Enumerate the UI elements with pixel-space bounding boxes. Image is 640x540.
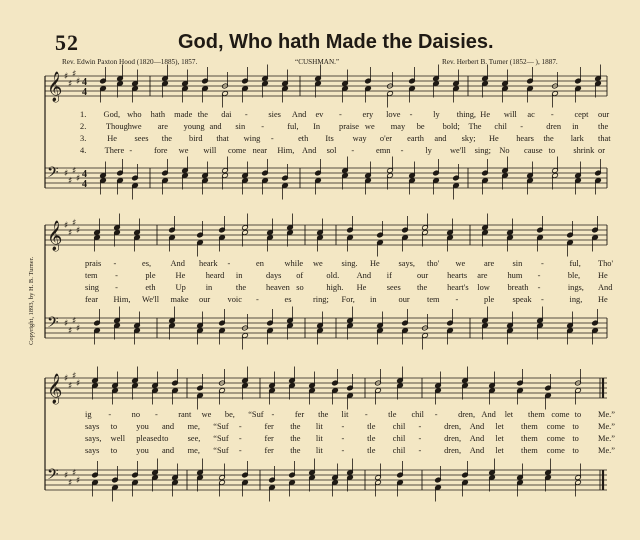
lyric-syllable: - — [537, 271, 541, 280]
sharp-sign: ♯ — [64, 471, 69, 481]
lyric-syllable: 1. — [80, 110, 87, 119]
lyric-syllable: heard — [205, 271, 225, 280]
lyric-syllable: - — [227, 259, 231, 268]
sharp-sign: ♯ — [76, 379, 81, 389]
lyric-syllable: the — [290, 434, 301, 443]
lyric-syllable: says — [85, 422, 100, 431]
lyric-syllable: Tho' — [598, 259, 613, 268]
lyric-syllable: - — [341, 446, 345, 455]
lyric-syllable: chil — [392, 422, 406, 431]
lyric-syllable: to — [110, 446, 118, 455]
lyric-syllable: says, — [398, 259, 416, 268]
lyric-syllable: no — [131, 410, 140, 419]
lyric-syllable: you — [136, 422, 149, 431]
lyric-syllable: me, — [187, 446, 200, 455]
lyric-syllable: the — [416, 283, 428, 292]
lyric-syllable: we — [178, 146, 189, 155]
sharp-sign: ♯ — [72, 166, 77, 177]
lyric-syllable: let — [504, 410, 514, 419]
lyric-syllable: And — [469, 434, 485, 443]
lyric-syllable: eth — [145, 283, 156, 292]
lyric-syllable: so — [296, 283, 304, 292]
treble-clef-icon: 𝄞 — [47, 374, 63, 404]
lyric-line — [0, 422, 640, 434]
lyric-syllable: He — [356, 283, 367, 292]
lyric-syllable: - — [108, 410, 112, 419]
lyric-syllable: - — [418, 422, 422, 431]
lyric-syllable: heaven — [266, 283, 290, 292]
lyric-syllable: made — [174, 110, 193, 119]
lyric-syllable: fore — [154, 146, 168, 155]
lyric-syllable: them — [521, 446, 538, 455]
lyric-syllable: to — [572, 422, 579, 431]
lyric-syllable: sing; — [474, 146, 491, 155]
lyric-syllable: and — [161, 446, 175, 455]
lyric-syllable: in — [572, 122, 579, 131]
lyric-syllable: lit — [315, 446, 323, 455]
lyric-line — [0, 134, 640, 146]
lyric-syllable: Him, — [277, 146, 295, 155]
lyric-syllable: - — [261, 122, 265, 131]
lyric-syllable: to — [574, 410, 582, 419]
lyric-syllable: are — [477, 271, 488, 280]
lyric-syllable: says, — [85, 434, 102, 443]
lyric-syllable: we — [455, 259, 466, 268]
sharp-sign: ♯ — [64, 169, 69, 179]
lyric-syllable: Me.” — [598, 434, 615, 443]
lyric-syllable: ac — [527, 110, 535, 119]
lyric-syllable: - — [341, 422, 345, 431]
lyric-syllable: fer — [264, 446, 274, 455]
lyric-syllable: who — [127, 110, 142, 119]
lyric-syllable: And — [291, 110, 307, 119]
lyric-syllable: heark — [199, 259, 218, 268]
time-signature-bottom: 4 — [82, 87, 87, 98]
lyric-syllable: - — [115, 283, 118, 292]
lyric-syllable: come — [551, 410, 570, 419]
bass-clef-icon: 𝄢 — [47, 164, 59, 185]
lyric-syllable: - — [256, 295, 259, 304]
lyric-syllable: There — [104, 146, 125, 155]
lyric-syllable: if — [386, 271, 392, 280]
lyric-syllable: He — [370, 259, 380, 268]
lyric-syllable: come — [546, 422, 565, 431]
lyric-syllable: tle — [367, 422, 376, 431]
lyric-syllable: - — [434, 410, 438, 419]
lyric-syllable: fer — [294, 410, 305, 419]
lyric-syllable: - — [400, 146, 404, 155]
sharp-sign: ♯ — [68, 79, 73, 90]
lyric-syllable: sies — [268, 110, 281, 119]
lyric-syllable: voic — [227, 295, 242, 304]
lyric-syllable: sing. — [341, 259, 358, 268]
lyric-syllable: ple — [484, 295, 495, 304]
lyric-syllable: sin — [512, 259, 523, 268]
lyric-syllable: ful, — [287, 122, 299, 131]
hymn-number: 52 — [55, 30, 79, 55]
lyric-syllable: And — [481, 410, 496, 419]
lyric-line — [0, 446, 640, 458]
lyric-syllable: be, — [224, 410, 235, 419]
lyric-syllable: He — [175, 271, 186, 280]
lyric-syllable: pleased — [136, 434, 162, 443]
lyric-syllable: you — [136, 446, 149, 455]
lyric-syllable: and — [434, 134, 447, 143]
lyric-syllable: to — [572, 446, 579, 455]
lyric-syllable: days — [266, 271, 282, 280]
lyric-line — [0, 259, 640, 271]
lyric-syllable: emn — [376, 146, 391, 155]
lyric-syllable: the — [235, 283, 247, 292]
lyric-syllable: hum — [507, 271, 523, 280]
lyric-syllable: - — [418, 434, 422, 443]
lyric-syllable: them — [521, 422, 538, 431]
lyric-syllable: our — [199, 295, 211, 304]
treble-clef-icon: 𝄞 — [47, 221, 63, 251]
lyric-syllable: we — [313, 259, 323, 268]
lyric-syllable: 2. — [80, 122, 87, 131]
sharp-sign: ♯ — [68, 381, 73, 392]
lyric-syllable: dren, — [458, 410, 476, 419]
lyric-syllable: our — [416, 271, 429, 280]
lyric-syllable: tle — [388, 410, 397, 419]
lyric-syllable: earth — [407, 134, 424, 143]
lyric-syllable: He — [598, 295, 608, 304]
lyric-syllable: fer — [264, 434, 274, 443]
lyric-syllable: our — [598, 110, 610, 119]
lyric-syllable: - — [339, 110, 342, 119]
bass-clef-icon: 𝄢 — [47, 314, 59, 335]
lyric-syllable: tle — [367, 446, 376, 455]
lyric-syllable: of — [296, 271, 304, 280]
composer-credit: Rev. Herbert B. Turner (1852— ), 1887. — [442, 58, 558, 66]
lyric-syllable: Its — [325, 134, 334, 143]
treble-clef-icon: 𝄞 — [47, 72, 63, 102]
lyric-syllable: - — [351, 146, 355, 155]
lyric-syllable: Him, — [113, 295, 131, 304]
lyric-syllable: “Suf — [213, 434, 229, 443]
lyric-syllable: me, — [187, 422, 200, 431]
sharp-sign: ♯ — [72, 371, 77, 382]
lyric-syllable: the — [318, 410, 329, 419]
lyric-syllable: says — [85, 446, 100, 455]
lyric-syllable: For, — [341, 295, 355, 304]
lyric-syllable: He — [598, 271, 608, 280]
lyric-syllable: es, — [142, 259, 152, 268]
lyric-syllable: ple — [145, 271, 156, 280]
lyric-syllable: while — [284, 259, 304, 268]
lyric-line — [0, 146, 640, 158]
time-signature-bottom: 4 — [82, 179, 87, 190]
lyric-syllable: to — [548, 146, 556, 155]
lyric-syllable: prais — [85, 259, 102, 268]
lyric-syllable: bold; — [442, 122, 460, 131]
time-signature-top: 4 — [82, 169, 87, 180]
lyric-syllable: ev — [315, 110, 324, 119]
lyric-syllable: - — [154, 410, 158, 419]
sharp-sign: ♯ — [64, 221, 69, 231]
lyric-syllable: love — [386, 110, 401, 119]
lyric-syllable: our — [398, 295, 410, 304]
lyric-syllable: lit — [315, 434, 323, 443]
lyric-syllable: - — [238, 422, 242, 431]
lyric-line — [0, 271, 640, 283]
lyric-syllable: - — [129, 146, 133, 155]
lyric-syllable: may — [390, 122, 406, 131]
lyric-syllable: And — [356, 271, 372, 280]
lyric-syllable: hears — [516, 134, 534, 143]
lyric-line — [0, 410, 640, 422]
tune-name: “CUSHMAN.” — [295, 58, 340, 66]
lyric-syllable: dren — [546, 122, 562, 131]
lyric-syllable: “Suf — [213, 422, 229, 431]
lyric-syllable: come — [546, 434, 565, 443]
lyric-syllable: way — [352, 134, 367, 143]
lyric-syllable: let — [495, 446, 504, 455]
bass-clef-icon: 𝄢 — [47, 466, 59, 487]
sharp-sign: ♯ — [72, 69, 77, 80]
lyric-syllable: cause — [524, 146, 543, 155]
sharp-sign: ♯ — [64, 319, 69, 329]
lyric-syllable: tem — [427, 295, 440, 304]
lyric-syllable: well — [110, 434, 126, 443]
lyric-syllable: In — [313, 122, 321, 131]
sharp-sign: ♯ — [72, 316, 77, 327]
lyric-syllable: God, — [103, 110, 121, 119]
lyric-syllable: come — [228, 146, 247, 155]
lyric-syllable: and — [209, 122, 222, 131]
lyric-syllable: rant — [178, 410, 192, 419]
lyric-syllable: en — [256, 259, 264, 268]
lyric-line — [0, 110, 640, 122]
sharp-sign: ♯ — [72, 218, 77, 229]
lyric-line — [0, 122, 640, 134]
lyric-syllable: ly — [425, 146, 432, 155]
lyric-syllable: - — [455, 295, 459, 304]
lyric-syllable: see, — [187, 434, 201, 443]
sharp-sign: ♯ — [68, 478, 73, 489]
lyric-syllable: Though — [105, 122, 132, 131]
lyric-syllable: speak — [512, 295, 532, 304]
lyric-syllable: thing, — [456, 110, 477, 119]
lyric-syllable: dai — [221, 110, 232, 119]
lyric-syllable: to — [161, 434, 169, 443]
lyric-syllable: we — [201, 410, 212, 419]
lyric-syllable: to — [110, 422, 118, 431]
lyric-syllable: old. — [326, 271, 340, 280]
lyric-syllable: ery — [362, 110, 374, 119]
lyric-syllable: tho' — [427, 259, 440, 268]
lyric-syllable: ing, — [569, 295, 583, 304]
lyric-syllable: ring; — [313, 295, 329, 304]
lyric-syllable: sin — [235, 122, 246, 131]
lyric-syllable: And — [170, 259, 185, 268]
lyric-syllable: fear — [85, 295, 99, 304]
lyric-syllable: tle — [367, 434, 376, 443]
lyric-syllable: we — [364, 122, 375, 131]
lyric-syllable: lit — [341, 410, 349, 419]
lyric-syllable: Me.” — [598, 410, 615, 419]
sharp-sign: ♯ — [76, 226, 81, 236]
sharp-sign: ♯ — [64, 374, 69, 384]
sharp-sign: ♯ — [76, 174, 81, 184]
lyric-syllable: the — [161, 134, 173, 143]
lyric-line — [0, 434, 640, 446]
lyric-syllable: in — [370, 295, 377, 304]
lyric-syllable: No — [499, 146, 510, 155]
lyric-syllable: The — [468, 122, 482, 131]
lyric-syllable: sees — [134, 134, 149, 143]
sharp-sign: ♯ — [76, 324, 81, 334]
lyric-syllable: “Suf — [248, 410, 264, 419]
lyric-syllable: hath — [150, 110, 166, 119]
lyric-syllable: bird — [189, 134, 203, 143]
lyric-syllable: breath — [507, 283, 529, 292]
sharp-sign: ♯ — [76, 476, 81, 486]
lyric-line — [0, 295, 640, 307]
lyric-syllable: - — [409, 110, 413, 119]
lyric-syllable: ble, — [567, 271, 581, 280]
lyric-syllable: He — [480, 110, 491, 119]
lyric-syllable: tem — [85, 271, 98, 280]
lyric-syllable: chil — [411, 410, 425, 419]
lyric-syllable: come — [546, 446, 565, 455]
lyric-syllable: or — [598, 146, 605, 155]
lyric-syllable: 3. — [80, 134, 87, 143]
lyric-syllable: we'll — [450, 146, 466, 155]
lyric-syllable: high. — [326, 283, 344, 292]
lyric-syllable: ly — [433, 110, 440, 119]
lyric-syllable: - — [520, 122, 524, 131]
lyric-syllable: - — [550, 110, 554, 119]
lyric-syllable: chil — [494, 122, 507, 131]
sharp-sign: ♯ — [72, 468, 77, 479]
lyric-syllable: dren, — [444, 446, 462, 455]
lyric-syllable: we — [131, 122, 142, 131]
lyric-syllable: chil — [392, 434, 406, 443]
lyric-syllable: praise — [339, 122, 359, 131]
lyric-syllable: - — [541, 259, 544, 268]
sharp-sign: ♯ — [68, 176, 73, 187]
author-credit: Rev. Edwin Paxton Hood (1820—1885), 1857. — [62, 58, 198, 66]
lyric-syllable: He — [107, 134, 118, 143]
lyric-syllable: ig — [85, 410, 92, 419]
lyric-syllable: - — [418, 446, 422, 455]
sharp-sign: ♯ — [76, 77, 81, 87]
sharp-sign: ♯ — [68, 228, 73, 239]
sharp-sign: ♯ — [64, 72, 69, 82]
lyric-syllable: ful, — [569, 259, 581, 268]
lyric-syllable: - — [115, 271, 118, 280]
lyric-syllable: - — [541, 295, 544, 304]
lyric-syllable: Up — [175, 283, 186, 292]
lyric-syllable: let — [495, 434, 504, 443]
lyric-syllable: 4. — [80, 146, 87, 155]
lyric-syllable: the — [290, 422, 301, 431]
lyric-syllable: - — [113, 259, 117, 268]
lyric-syllable: eth — [298, 134, 309, 143]
lyric-syllable: dren, — [444, 422, 462, 431]
lyric-syllable: that — [216, 134, 229, 143]
lyric-syllable: - — [238, 446, 242, 455]
lyric-syllable: And — [598, 283, 613, 292]
lyric-syllable: that — [598, 134, 611, 143]
lyric-syllable: - — [341, 434, 345, 443]
lyric-syllable: o'er — [379, 134, 393, 143]
lyric-syllable: dren, — [444, 434, 462, 443]
lyric-syllable: shrink — [573, 146, 595, 155]
lyric-syllable: them — [528, 410, 545, 419]
lyric-syllable: the — [197, 110, 208, 119]
lyric-syllable: sky; — [461, 134, 476, 143]
lyric-syllable: are — [484, 259, 495, 268]
lyric-syllable: the — [290, 446, 301, 455]
lyric-syllable: the — [543, 134, 554, 143]
time-signature-top: 4 — [82, 77, 87, 88]
lyric-syllable: sees — [386, 283, 401, 292]
lyric-syllable: ings, — [567, 283, 584, 292]
lyric-syllable: And — [469, 446, 485, 455]
lyric-syllable: make — [170, 295, 189, 304]
lyric-syllable: heart's — [447, 283, 469, 292]
lyric-syllable: Me.” — [598, 446, 615, 455]
lyric-syllable: low — [477, 283, 490, 292]
lyric-syllable: hearts — [447, 271, 468, 280]
lyric-syllable: - — [271, 410, 275, 419]
lyric-syllable: be — [416, 122, 425, 131]
lyric-syllable: sing — [85, 283, 99, 292]
lyric-syllable: in — [205, 283, 213, 292]
lyric-syllable: - — [537, 283, 541, 292]
hymn-title: God, Who hath Made the Daisies. — [178, 31, 494, 53]
lyric-syllable: let — [495, 422, 504, 431]
lyric-syllable: es — [284, 295, 292, 304]
lyric-syllable: lark — [570, 134, 584, 143]
lyric-syllable: fer — [264, 422, 274, 431]
lyric-syllable: sol — [326, 146, 337, 155]
lyric-syllable: - — [270, 134, 274, 143]
sharp-sign: ♯ — [68, 326, 73, 337]
copyright-notice: Copyright, 1893, by H. B. Turner. — [28, 256, 35, 345]
lyric-syllable: to — [572, 434, 579, 443]
lyric-syllable: - — [244, 110, 248, 119]
lyric-syllable: will — [503, 110, 517, 119]
lyric-syllable: He — [488, 134, 499, 143]
lyric-syllable: And — [469, 422, 485, 431]
lyric-syllable: - — [238, 434, 242, 443]
lyric-syllable: “Suf — [213, 446, 229, 455]
lyric-syllable: and — [161, 422, 175, 431]
lyric-syllable: - — [364, 410, 368, 419]
lyric-syllable: wing — [243, 134, 261, 143]
lyric-syllable: And — [302, 146, 317, 155]
lyric-syllable: them — [521, 434, 538, 443]
lyric-syllable: lit — [315, 422, 323, 431]
lyric-syllable: chil — [392, 446, 406, 455]
lyric-line — [0, 283, 640, 295]
lyric-syllable: cept — [574, 110, 589, 119]
lyric-syllable: the — [598, 122, 609, 131]
lyric-syllable: Me.” — [598, 422, 615, 431]
lyric-syllable: in — [235, 271, 243, 280]
lyric-syllable: are — [157, 122, 168, 131]
lyric-syllable: We'll — [142, 295, 160, 304]
lyric-syllable: will — [203, 146, 217, 155]
lyric-syllable: young — [183, 122, 205, 131]
lyric-syllable: near — [252, 146, 268, 155]
